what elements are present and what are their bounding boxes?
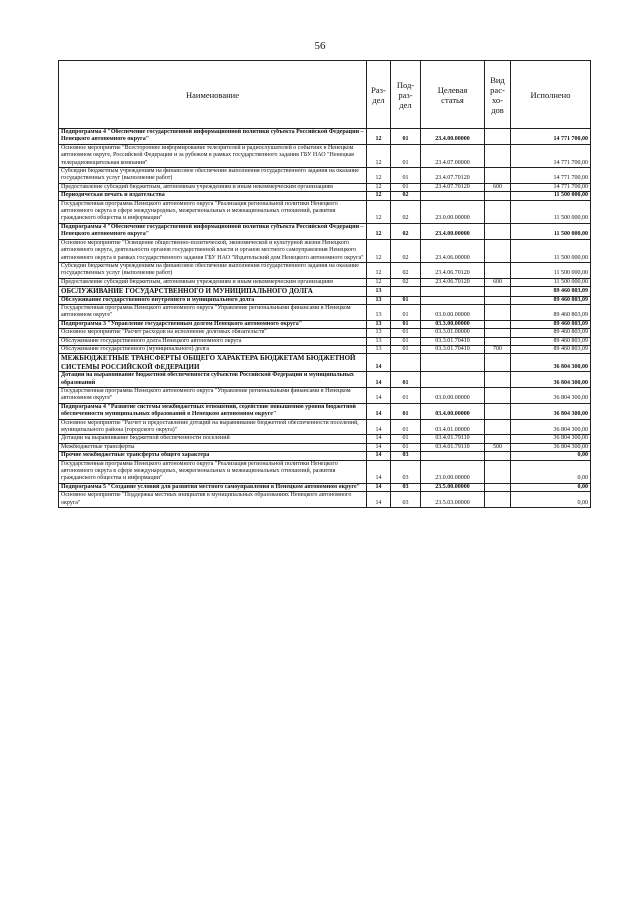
row-expense-type [485,403,511,419]
row-razdel: 13 [367,329,391,337]
row-executed: 11 500 000,00 [511,200,591,223]
row-podrazdel: 01 [391,403,421,419]
row-podrazdel: 01 [391,296,421,304]
row-name: Периодическая печать и издательства [59,192,367,200]
row-name: Подпрограмма 3 "Управление государственным долгом Ненецкого автономного округа" [59,320,367,328]
row-target-article: 23.4.07.70120 [421,168,485,184]
row-expense-type [485,200,511,223]
row-podrazdel: 01 [391,345,421,353]
row-podrazdel: 01 [391,129,421,145]
row-executed: 14 771 700,00 [511,168,591,184]
row-podrazdel [391,287,421,296]
row-name: МЕЖБЮДЖЕТНЫЕ ТРАНСФЕРТЫ ОБЩЕГО ХАРАКТЕРА БЮДЖЕТАМ БЮДЖЕТНОЙ СИСТЕМЫ РОССИЙСКОЙ ФЕДЕРАЦИИ [59,354,367,372]
row-podrazdel: 01 [391,419,421,435]
row-executed: 11 500 000,00 [511,278,591,286]
row-expense-type: 600 [485,278,511,286]
row-target-article: 23.4.06.70120 [421,262,485,278]
row-executed: 0,00 [511,460,591,483]
row-target-article: 23.0.00.00000 [421,200,485,223]
row-executed: 0,00 [511,492,591,508]
row-name: Государственная программа Ненецкого автономного округа "Управление региональными финансами в Ненецком автономном округе" [59,304,367,320]
table-row [59,329,591,337]
table-body [59,129,591,508]
row-target-article: 23.4.07.70120 [421,183,485,191]
row-razdel: 12 [367,223,391,239]
row-target-article: 23.0.00.00000 [421,460,485,483]
row-name: Основное мероприятие "Расчет расходов на исполнение долговых обязательств" [59,329,367,337]
row-razdel: 14 [367,354,391,372]
row-target-article [421,452,485,460]
row-executed: 11 500 000,00 [511,223,591,239]
row-expense-type [485,419,511,435]
row-target-article: 23.5.03.00000 [421,492,485,508]
row-podrazdel: 02 [391,278,421,286]
table-row [59,200,591,223]
row-razdel: 12 [367,144,391,167]
row-name: Основное мероприятие "Освещение общественно-политической, экономической и культурной жизни Ненецкого автономного округа, деятельности органов государственной власти и органов местного самоуправления Ненецкого автономного округа в рамках государственного задания ГБУ НАО "Издательский дом Ненецкого автономного округа" [59,239,367,262]
row-name: Дотации на выравнивание бюджетной обеспеченности поселений [59,435,367,443]
table-row [59,287,591,296]
table-row [59,320,591,328]
row-podrazdel: 01 [391,388,421,404]
row-target-article: 03.0.00.00000 [421,388,485,404]
row-razdel: 14 [367,452,391,460]
row-name: Субсидии бюджетным учреждениям на финансовое обеспечение выполнения государственного задания на оказание государственных услуг (выполнение работ) [59,168,367,184]
row-podrazdel: 03 [391,483,421,491]
row-executed: 14 771 700,00 [511,183,591,191]
table-row [59,192,591,200]
row-expense-type [485,239,511,262]
row-expense-type [485,329,511,337]
row-razdel: 12 [367,129,391,145]
row-razdel: 14 [367,388,391,404]
row-executed: 14 771 700,00 [511,129,591,145]
row-razdel: 14 [367,419,391,435]
table-row [59,337,591,345]
row-razdel: 14 [367,460,391,483]
row-target-article: 03.3.00.00000 [421,320,485,328]
row-executed: 89 460 803,09 [511,320,591,328]
row-razdel: 12 [367,200,391,223]
row-target-article: 23.4.00.00000 [421,223,485,239]
header-razdel: Раз- дел [367,61,391,129]
table-row [59,278,591,286]
row-name: Основное мероприятие "Всестороннее информирование телезрителей и радиослушателей о событиях в Ненецком автономном округе, Российской Федерации и за рубежом в рамках государственного задания ГБУ НАО "Ненецкая телерадиовещательная компания" [59,144,367,167]
table-row [59,239,591,262]
row-podrazdel: 01 [391,168,421,184]
row-target-article: 23.4.06.70120 [421,278,485,286]
row-name: Государственная программа Ненецкого автономного округа "Реализация региональной политики Ненецкого автономного округа в сфере международных, межрегиональных и межнациональных отношений, развития гражданского общества и информации" [59,460,367,483]
row-expense-type [485,452,511,460]
row-razdel: 13 [367,337,391,345]
row-target-article [421,287,485,296]
header-executed: Исполнено [511,61,591,129]
row-target-article: 23.4.07.00000 [421,144,485,167]
row-podrazdel: 01 [391,183,421,191]
row-target-article: 03.3.01.70410 [421,337,485,345]
row-name: Предоставление субсидий бюджетным, автономным учреждениям и иным некоммерческим организациям [59,278,367,286]
table-row [59,483,591,491]
row-target-article: 03.4.01.00000 [421,419,485,435]
row-expense-type [485,192,511,200]
row-razdel: 14 [367,483,391,491]
row-razdel: 12 [367,168,391,184]
row-podrazdel: 02 [391,262,421,278]
row-name: Подпрограмма 5 "Создание условий для развития местного самоуправления в Ненецком автономном округе" [59,483,367,491]
row-expense-type: 500 [485,443,511,451]
row-executed: 36 804 300,00 [511,388,591,404]
table-row [59,129,591,145]
row-expense-type [485,388,511,404]
row-expense-type [485,129,511,145]
row-name: Основное мероприятие "Расчет и предоставление дотаций на выравнивание бюджетной обеспеченности поселений, муниципального района (городского округа)" [59,419,367,435]
row-executed: 89 460 803,09 [511,345,591,353]
row-razdel: 12 [367,192,391,200]
table-row [59,435,591,443]
row-podrazdel: 03 [391,452,421,460]
row-expense-type [485,337,511,345]
table-row [59,183,591,191]
row-podrazdel: 03 [391,460,421,483]
row-executed: 36 804 300,00 [511,403,591,419]
row-target-article: 03.0.00.00000 [421,304,485,320]
row-name: Субсидии бюджетным учреждениям на финансовое обеспечение выполнения государственного задания на оказание государственных услуг (выполнение работ) [59,262,367,278]
row-podrazdel: 01 [391,443,421,451]
table-row [59,372,591,388]
row-target-article [421,354,485,372]
row-target-article: 03.3.01.00000 [421,329,485,337]
row-expense-type: 700 [485,345,511,353]
row-executed: 89 460 803,09 [511,296,591,304]
row-target-article: 03.4.01.79110 [421,435,485,443]
row-name: Обслуживание государственного (муниципального) долга [59,345,367,353]
row-expense-type [485,223,511,239]
row-executed: 36 804 300,00 [511,435,591,443]
row-executed: 89 460 803,09 [511,287,591,296]
row-name: Основное мероприятие "Поддержка местных инициатив в муниципальных образованиях Ненецкого автономного округа" [59,492,367,508]
row-expense-type [485,354,511,372]
row-target-article: 23.4.06.00000 [421,239,485,262]
row-executed: 89 460 803,09 [511,304,591,320]
row-executed: 36 804 300,00 [511,443,591,451]
row-executed: 0,00 [511,452,591,460]
row-name: Дотации на выравнивание бюджетной обеспеченности субъектов Российской Федерации и муниципальных образований [59,372,367,388]
row-name: Подпрограмма 4 "Обеспечение государственной информационной политики субъекта Российской Федерации – Ненецкого автономного округа" [59,129,367,145]
row-name: Обслуживание государственного долга Ненецкого автономного округа [59,337,367,345]
row-podrazdel: 02 [391,239,421,262]
page-number: 56 [314,40,326,52]
table-row [59,492,591,508]
row-target-article: 03.4.00.00000 [421,403,485,419]
row-expense-type [485,492,511,508]
row-executed: 89 460 803,09 [511,337,591,345]
row-executed: 14 771 700,00 [511,144,591,167]
table-row [59,262,591,278]
row-podrazdel: 01 [391,320,421,328]
row-target-article: 23.4.00.00000 [421,129,485,145]
row-razdel: 13 [367,304,391,320]
row-razdel: 13 [367,296,391,304]
row-expense-type [485,287,511,296]
row-executed: 0,00 [511,483,591,491]
row-expense-type [485,168,511,184]
row-target-article [421,296,485,304]
row-executed: 11 500 000,00 [511,192,591,200]
header-name: Наименование [59,61,367,129]
budget-execution-table [58,60,591,508]
table-row [59,460,591,483]
row-razdel: 14 [367,372,391,388]
header-podrazdel: Под- раз- дел [391,61,421,129]
row-name: Государственная программа Ненецкого автономного округа "Управление региональными финансами в Ненецком автономном округе" [59,388,367,404]
row-name: Прочие межбюджетные трансферты общего характера [59,452,367,460]
table-row [59,354,591,372]
table-row [59,388,591,404]
table-row [59,345,591,353]
row-podrazdel: 01 [391,435,421,443]
row-expense-type [485,262,511,278]
row-name: Предоставление субсидий бюджетным, автономным учреждениям и иным некоммерческим организациям [59,183,367,191]
row-executed: 89 460 803,09 [511,329,591,337]
row-expense-type [485,144,511,167]
row-target-article [421,372,485,388]
table-header-row [59,61,591,129]
row-razdel: 14 [367,435,391,443]
row-expense-type: 600 [485,183,511,191]
row-target-article: 23.5.00.00000 [421,483,485,491]
row-podrazdel: 01 [391,144,421,167]
row-razdel: 13 [367,287,391,296]
row-executed: 36 804 300,00 [511,372,591,388]
row-podrazdel [391,354,421,372]
row-razdel: 14 [367,403,391,419]
table-row [59,403,591,419]
table-row [59,144,591,167]
row-expense-type [485,483,511,491]
row-podrazdel: 02 [391,192,421,200]
row-razdel: 13 [367,320,391,328]
header-target-article: Целевая статья [421,61,485,129]
row-razdel: 12 [367,239,391,262]
row-name: ОБСЛУЖИВАНИЕ ГОСУДАРСТВЕННОГО И МУНИЦИПАЛЬНОГО ДОЛГА [59,287,367,296]
row-podrazdel: 01 [391,372,421,388]
row-target-article [421,192,485,200]
row-target-article: 03.4.01.79110 [421,443,485,451]
row-name: Подпрограмма 4 "Обеспечение государственной информационной политики субъекта Российской Федерации – Ненецкого автономного округа" [59,223,367,239]
row-razdel: 12 [367,262,391,278]
row-podrazdel: 01 [391,329,421,337]
table-row [59,168,591,184]
header-expense-type: Вид рас- хо- дов [485,61,511,129]
row-razdel: 14 [367,492,391,508]
table-row [59,452,591,460]
row-expense-type [485,435,511,443]
row-podrazdel: 01 [391,304,421,320]
row-razdel: 13 [367,345,391,353]
row-razdel: 12 [367,278,391,286]
table-row [59,296,591,304]
row-podrazdel: 03 [391,492,421,508]
row-expense-type [485,460,511,483]
row-razdel: 12 [367,183,391,191]
row-executed: 11 500 000,00 [511,239,591,262]
row-podrazdel: 01 [391,337,421,345]
row-expense-type [485,372,511,388]
row-name: Межбюджетные трансферты [59,443,367,451]
table-row [59,223,591,239]
row-expense-type [485,296,511,304]
row-name: Подпрограмма 4 "Развитие системы межбюджетных отношений, содействие повышению уровня бюджетной обеспеченности муниципальных образований в Ненецком автономном округе" [59,403,367,419]
row-podrazdel: 02 [391,223,421,239]
row-razdel: 14 [367,443,391,451]
row-podrazdel: 02 [391,200,421,223]
row-executed: 11 500 000,00 [511,262,591,278]
row-name: Обслуживание государственного внутреннего и муниципального долга [59,296,367,304]
row-executed: 36 804 300,00 [511,419,591,435]
row-name: Государственная программа Ненецкого автономного округа "Реализация региональной политики Ненецкого автономного округа в сфере международных, межрегиональных и межнациональных отношений, развития гражданского общества и информации" [59,200,367,223]
table-row [59,304,591,320]
row-target-article: 03.3.01.70410 [421,345,485,353]
row-expense-type [485,304,511,320]
row-executed: 36 804 300,00 [511,354,591,372]
row-expense-type [485,320,511,328]
table-row [59,443,591,451]
table-row [59,419,591,435]
